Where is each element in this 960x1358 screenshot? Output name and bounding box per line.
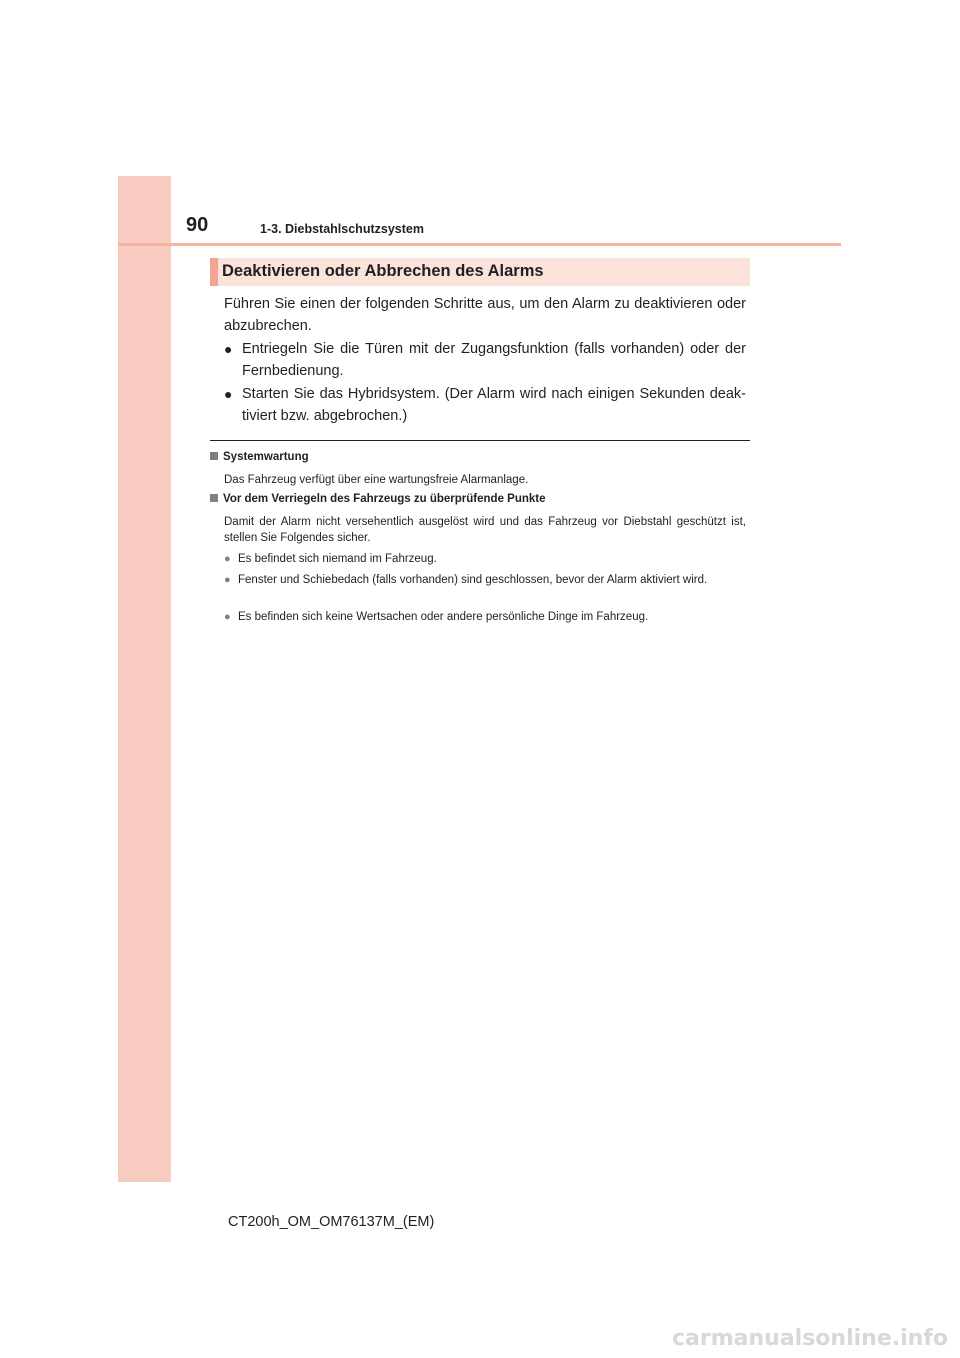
breadcrumb: 1-3. Diebstahlschutzsystem [260,222,424,236]
note-heading [210,451,309,463]
list-item-text: Entriegeln Sie die Türen mit der Zugangsfunktion (falls vorhanden) oder der Fernbedienung. [242,341,746,379]
bullet-icon: ● [224,574,231,586]
note-heading-text: Systemwartung [223,451,309,463]
section-intro: Führen Sie einen der folgenden Schritte aus, um den Alarm zu deaktivieren oder abzubrechen. [224,296,746,334]
note-heading-text: Vor dem Verriegeln des Fahrzeugs zu überprüfende Punkte [223,493,546,505]
list-item-text: Es befindet sich niemand im Fahrzeug. [238,553,437,565]
watermark: carmanualsonline.info [672,1326,948,1351]
footer-doc-code: CT200h_OM_OM76137M_(EM) [228,1214,435,1230]
bullet-icon: ● [224,611,231,623]
chapter-side-band [118,176,171,1182]
note-text: Das Fahrzeug verfügt über eine wartungsfreie Alarmanlage. [224,474,529,486]
list-item-text: Starten Sie das Hybridsystem. (Der Alarm wird nach einigen Sekunden deak-tiviert bzw. abgebrochen.) [242,386,746,424]
note-heading [210,493,546,505]
list-item-text: Es befinden sich keine Wertsachen oder andere persönliche Dinge im Fahrzeug. [238,611,649,623]
section-accent-bar [210,258,218,286]
square-bullet-icon [210,494,218,502]
list-item-text: Fenster und Schiebedach (falls vorhanden) sind geschlossen, bevor der Alarm aktiviert wird. [238,574,708,586]
bullet-icon: ● [224,386,233,402]
bullet-icon: ● [224,553,231,565]
square-bullet-icon [210,452,218,460]
header-rule [118,243,841,246]
page-number: 90 [186,214,209,236]
bullet-icon: ● [224,341,233,357]
section-title: Deaktivieren oder Abbrechen des Alarms [222,262,544,280]
note-text: Damit der Alarm nicht versehentlich ausgelöst wird und das Fahrzeug vor Diebstahl geschützt ist, stellen Sie Folgendes sicher. [224,516,746,544]
section-divider [210,440,750,441]
